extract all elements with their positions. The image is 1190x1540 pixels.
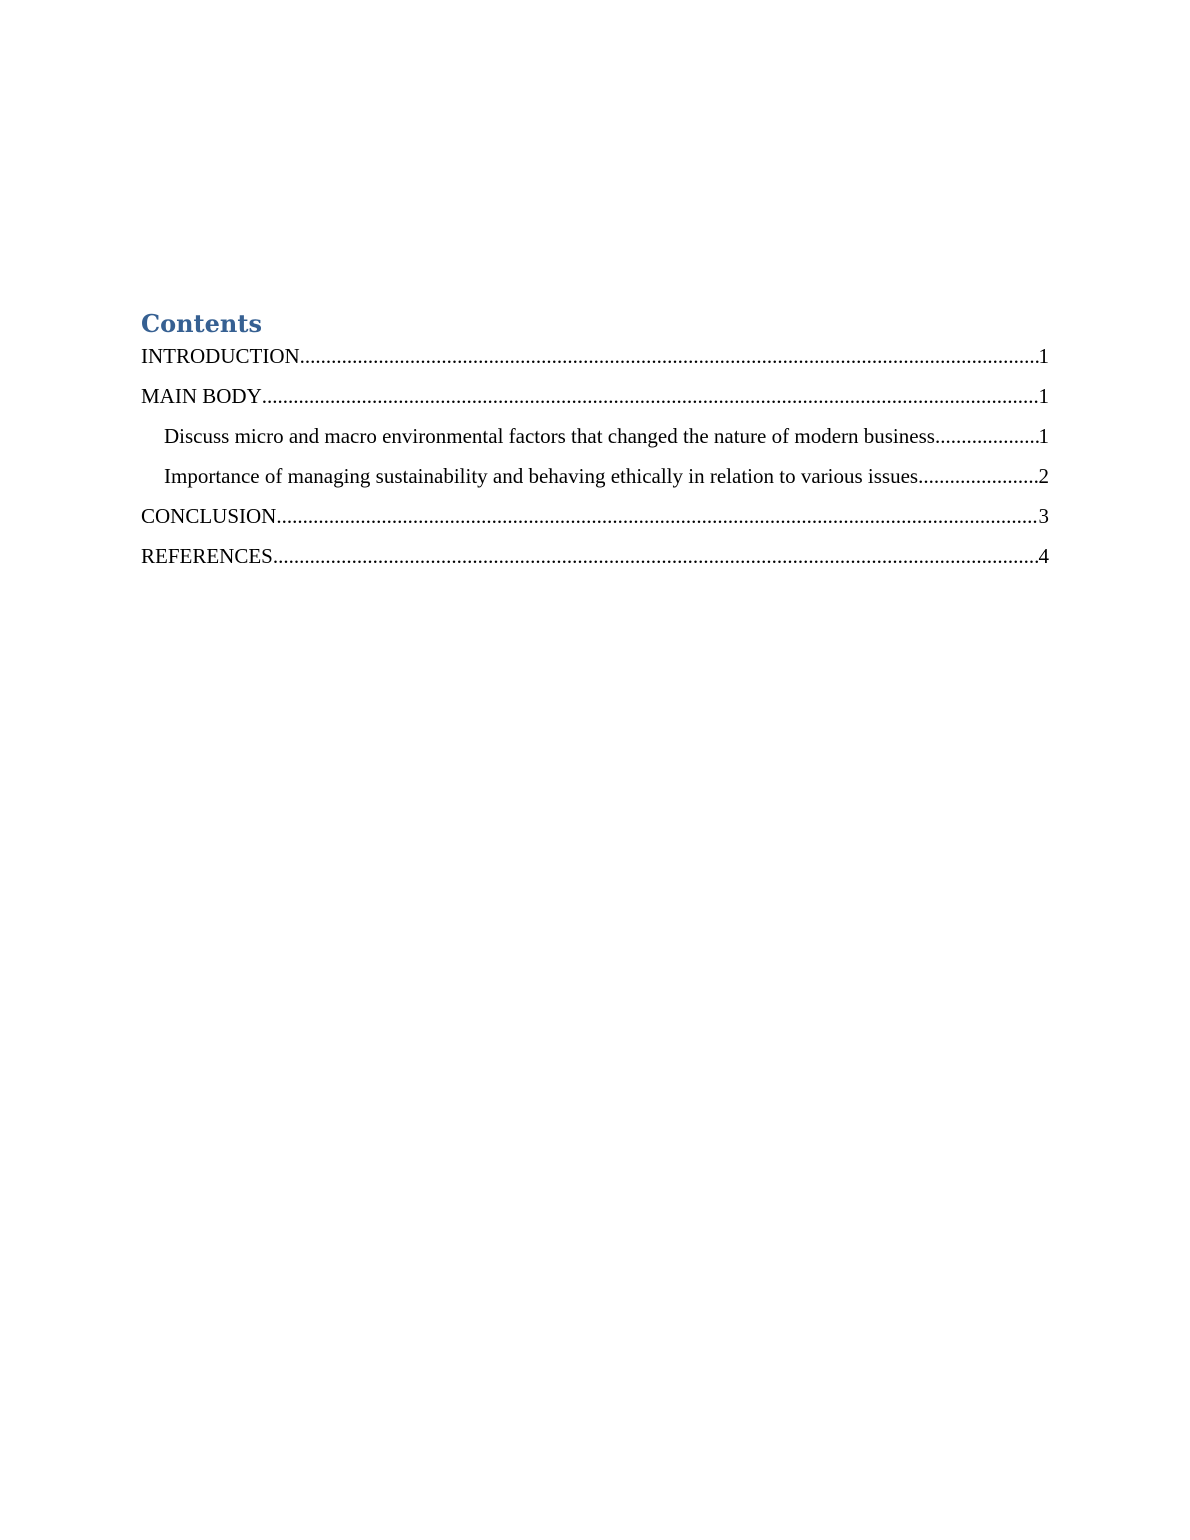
toc-entry-page-number: 1 [1038,424,1049,448]
toc-dot-leader [273,543,1039,569]
toc-entry-title: INTRODUCTION [141,344,300,368]
toc-entry-title: Importance of managing sustainability and behaving ethically in relation to various issues [164,464,919,488]
toc-entry-page-number: 1 [1038,344,1049,368]
toc-dot-leader [276,503,1038,529]
toc-dot-leader [262,383,1039,409]
toc-entry-page-number: 4 [1038,544,1049,568]
toc-entry-page-number: 3 [1038,504,1049,528]
toc-entry-title: Discuss micro and macro environmental factors that changed the nature of modern business [164,424,935,448]
toc-dot-leader [918,463,1038,489]
toc-entry-page-number: 1 [1038,384,1049,408]
toc-entry-introduction[interactable] [141,343,1049,383]
toc-entry-references[interactable] [141,543,1049,583]
toc-entry-title: CONCLUSION [141,504,277,528]
toc-entry-main-body[interactable] [141,383,1049,423]
table-of-contents [141,308,1049,583]
toc-entry-conclusion[interactable] [141,503,1049,543]
toc-entry-environmental-factors[interactable] [141,423,1049,463]
toc-entry-page-number: 2 [1038,464,1049,488]
toc-entry-title: REFERENCES [141,544,273,568]
toc-entry-title: MAIN BODY [141,384,262,408]
toc-dot-leader [935,423,1039,449]
toc-heading: Contents [141,309,262,338]
toc-entry-sustainability[interactable] [141,463,1049,503]
toc-dot-leader [300,343,1039,369]
